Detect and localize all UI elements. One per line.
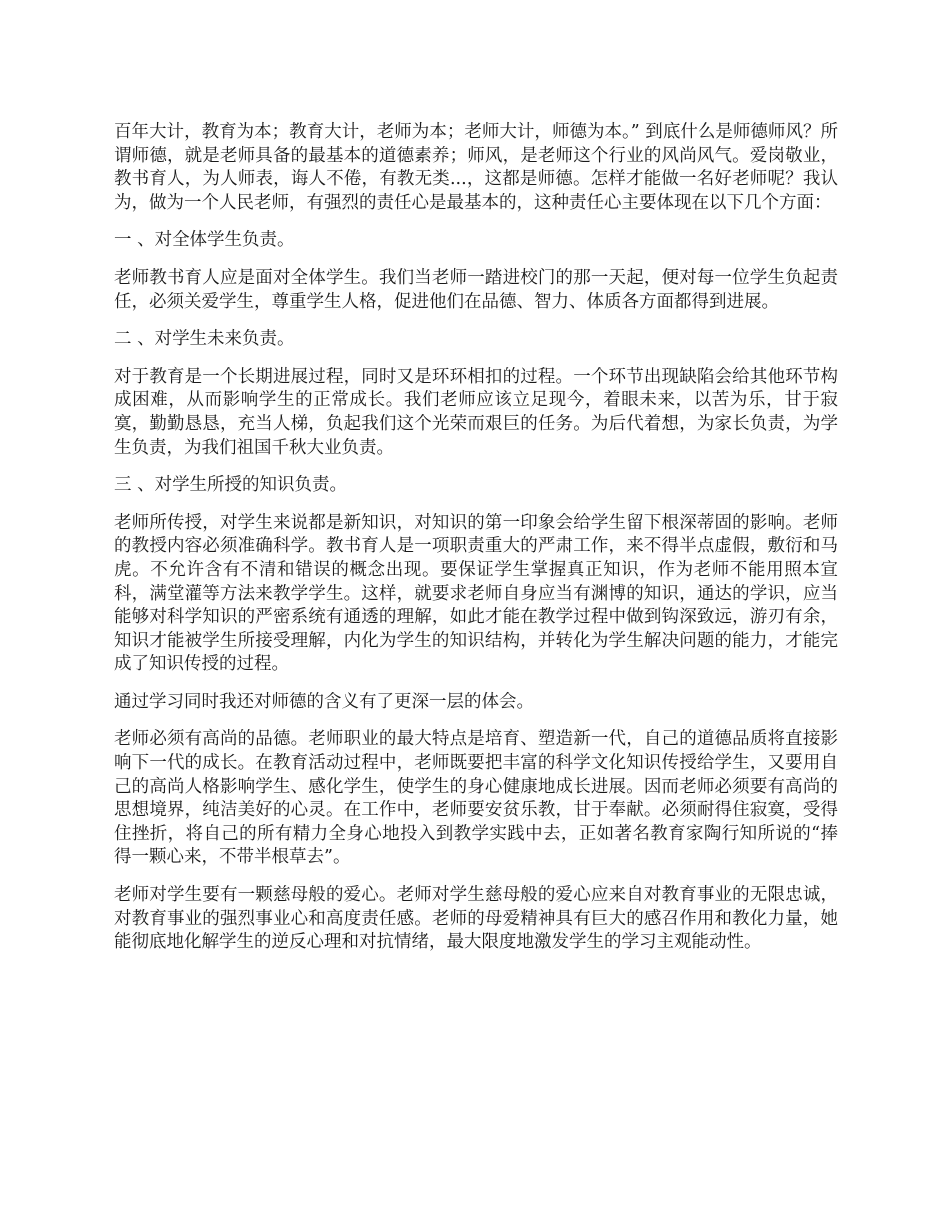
document-body: [114, 121, 838, 969]
section-heading-2: 二 、对学生未来负责。: [114, 329, 295, 350]
transition-paragraph: 通过学习同时我还对师德的含义有了更深一层的体会。: [114, 691, 534, 712]
section-2-paragraph: 对于教育是一个长期进展过程，同时又是环环相扣的过程。一个环节出现缺陷会给其他环节构成困难，从而影响学生的正常成长。我们老师应该立足现今，着眼未来，以苦为乐，甘于寂寞，勤勤恳恳，充当人梯，负起我们这个光荣而艰巨的任务。为后代着想，为家长负责，为学生负责，为我们祖国千秋大业负责。: [114, 366, 838, 458]
section-3-paragraph: 老师所传授，对学生来说都是新知识，对知识的第一印象会给学生留下根深蒂固的影响。老师的教授内容必须准确科学。教书育人是一项职责重大的严肃工作，来不得半点虚假，敷衍和马虎。不允许含有不清和错误的概念出现。要保证学生掌握真正知识，作为老师不能用照本宣科，满堂灌等方法来教学学生。这样，就要求老师自身应当有渊博的知识，通达的学识，应当能够对科学知识的严密系统有通透的理解，如此才能在教学过程中做到钩深致远，游刃有余，知识才能被学生所接受理解，内化为学生的知识结构，并转化为学生解决问题的能力，才能完成了知识传授的过程。: [114, 512, 838, 675]
section-heading-3: 三 、对学生所授的知识负责。: [114, 475, 348, 496]
section-heading-1: 一 、对全体学生负责。: [114, 230, 295, 251]
love-paragraph: 老师对学生要有一颗慈母般的爱心。老师对学生慈母般的爱心应来自对教育事业的无限忠诚，对教育事业的强烈事业心和高度责任感。老师的母爱精神具有巨大的感召作用和教化力量，她能彻底地化解学生的逆反心理和对抗情绪，最大限度地激发学生的学习主观能动性。: [114, 885, 838, 953]
intro-paragraph: 百年大计，教育为本；教育大计，老师为本；老师大计，师德为本。” 到底什么是师德师风？所谓师德，就是老师具备的最基本的道德素养；师风，是老师这个行业的风尚风气。爱岗敬业，教书育人，为人师表，诲人不倦，有教无类...，这都是师德。怎样才能做一名好老师呢？我认为，做为一个人民老师，有强烈的责任心是最基本的，这种责任心主要体现在以下几个方面：: [114, 122, 838, 213]
section-1-paragraph: 老师教书育人应是面对全体学生。我们当老师一踏进校门的那一天起，便对每一位学生负起责任，必须关爱学生，尊重学生人格，促进他们在品德、智力、体质各方面都得到进展。: [114, 267, 838, 312]
moral-paragraph: 老师必须有高尚的品德。老师职业的最大特点是培育、塑造新一代，自己的道德品质将直接影响下一代的成长。在教育活动过程中，老师既要把丰富的科学文化知识传授给学生，又要用自己的高尚人格影响学生、感化学生，使学生的身心健康地成长进展。因而老师必须要有高尚的思想境界，纯洁美好的心灵。在工作中，老师要安贫乐教，甘于奉献。必须耐得住寂寞，受得住挫折，将自己的所有精力全身心地投入到教学实践中去，正如著名教育家陶行知所说的“捧得一颗心来，不带半根草去”。: [114, 729, 838, 868]
